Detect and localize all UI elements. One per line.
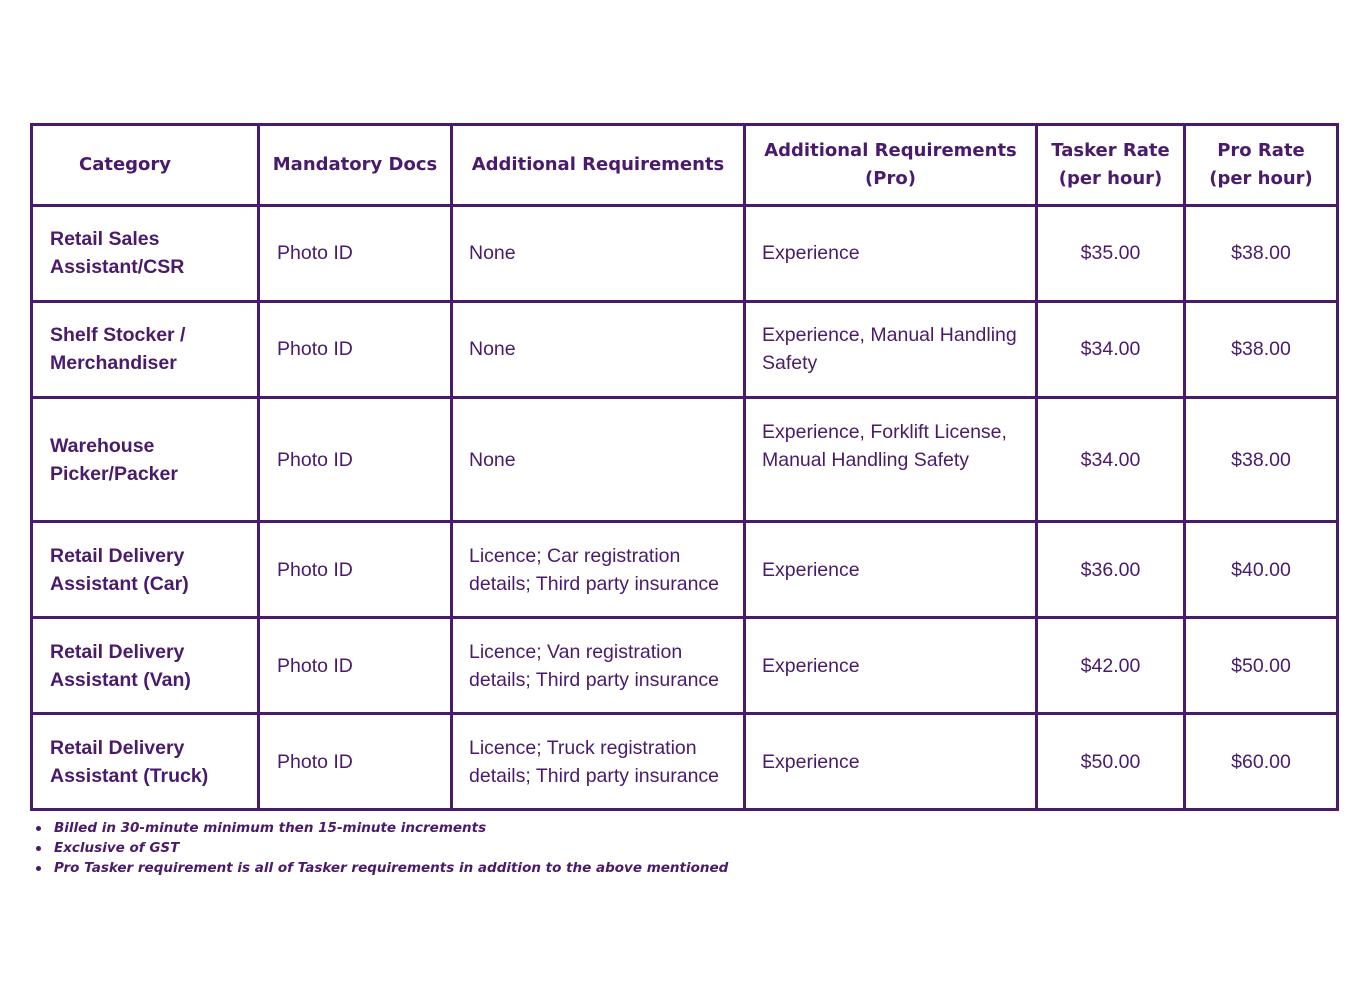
cell-additional-requirements-pro: Experience <box>745 714 1037 810</box>
bullet-icon <box>36 846 41 851</box>
cell-category: Retail Delivery Assistant (Car) <box>32 522 259 618</box>
cell-mandatory-docs: Photo ID <box>259 714 452 810</box>
cell-tasker-rate: $42.00 <box>1037 618 1185 714</box>
header-additional-requirements: Additional Requirements <box>452 125 745 206</box>
footnote-text: Exclusive of GST <box>54 840 180 856</box>
cell-tasker-rate: $34.00 <box>1037 397 1185 522</box>
table-row <box>32 618 1338 714</box>
cell-pro-rate: $38.00 <box>1185 397 1338 522</box>
cell-category: Warehouse Picker/Packer <box>32 397 259 522</box>
cell-tasker-rate: $50.00 <box>1037 714 1185 810</box>
cell-category: Retail Delivery Assistant (Truck) <box>32 714 259 810</box>
header-additional-requirements-pro <box>745 125 1037 206</box>
rates-table <box>30 123 1339 811</box>
footnote-item <box>36 838 728 858</box>
cell-additional-requirements-pro: Experience, Manual Handling Safety <box>745 301 1037 397</box>
footnote-item <box>36 858 728 878</box>
table-header-row <box>32 125 1338 206</box>
cell-tasker-rate: $35.00 <box>1037 206 1185 302</box>
cell-additional-requirements: None <box>452 397 745 522</box>
cell-additional-requirements: None <box>452 301 745 397</box>
footnote-item <box>36 818 728 838</box>
bullet-icon <box>36 826 41 831</box>
cell-tasker-rate: $34.00 <box>1037 301 1185 397</box>
cell-mandatory-docs: Photo ID <box>259 397 452 522</box>
footnotes-list <box>36 818 728 878</box>
cell-tasker-rate: $36.00 <box>1037 522 1185 618</box>
cell-pro-rate: $40.00 <box>1185 522 1338 618</box>
header-mandatory-docs: Mandatory Docs <box>259 125 452 206</box>
footnote-text: Billed in 30-minute minimum then 15-minute increments <box>54 820 487 836</box>
table-row <box>32 206 1338 302</box>
cell-additional-requirements-pro: Experience <box>745 522 1037 618</box>
cell-mandatory-docs: Photo ID <box>259 301 452 397</box>
header-additional-requirements-pro-label: Additional Requirements (Pro) <box>764 140 1017 189</box>
cell-additional-requirements: Licence; Car registration details; Third party insurance <box>452 522 745 618</box>
header-pro-rate-label: Pro Rate (per hour) <box>1209 140 1313 189</box>
cell-additional-requirements-pro: Experience <box>745 206 1037 302</box>
cell-additional-requirements-pro: Experience, Forklift License, Manual Handling Safety <box>745 397 1037 522</box>
cell-additional-requirements: Licence; Van registration details; Third party insurance <box>452 618 745 714</box>
cell-category: Retail Sales Assistant/CSR <box>32 206 259 302</box>
cell-mandatory-docs: Photo ID <box>259 522 452 618</box>
cell-additional-requirements-pro: Experience <box>745 618 1037 714</box>
table-row <box>32 522 1338 618</box>
header-category: Category <box>32 125 259 206</box>
cell-pro-rate: $38.00 <box>1185 301 1338 397</box>
cell-mandatory-docs: Photo ID <box>259 618 452 714</box>
cell-additional-requirements: Licence; Truck registration details; Third party insurance <box>452 714 745 810</box>
bullet-icon <box>36 866 41 871</box>
table-row <box>32 714 1338 810</box>
table-row <box>32 301 1338 397</box>
cell-category: Shelf Stocker / Merchandiser <box>32 301 259 397</box>
table-row <box>32 397 1338 522</box>
cell-pro-rate: $38.00 <box>1185 206 1338 302</box>
cell-pro-rate: $60.00 <box>1185 714 1338 810</box>
cell-mandatory-docs: Photo ID <box>259 206 452 302</box>
cell-additional-requirements: None <box>452 206 745 302</box>
header-tasker-rate-label: Tasker Rate (per hour) <box>1051 140 1170 189</box>
footnote-text: Pro Tasker requirement is all of Tasker requirements in addition to the above mentioned <box>54 860 729 876</box>
cell-category: Retail Delivery Assistant (Van) <box>32 618 259 714</box>
cell-pro-rate: $50.00 <box>1185 618 1338 714</box>
header-tasker-rate <box>1037 125 1185 206</box>
header-pro-rate <box>1185 125 1338 206</box>
